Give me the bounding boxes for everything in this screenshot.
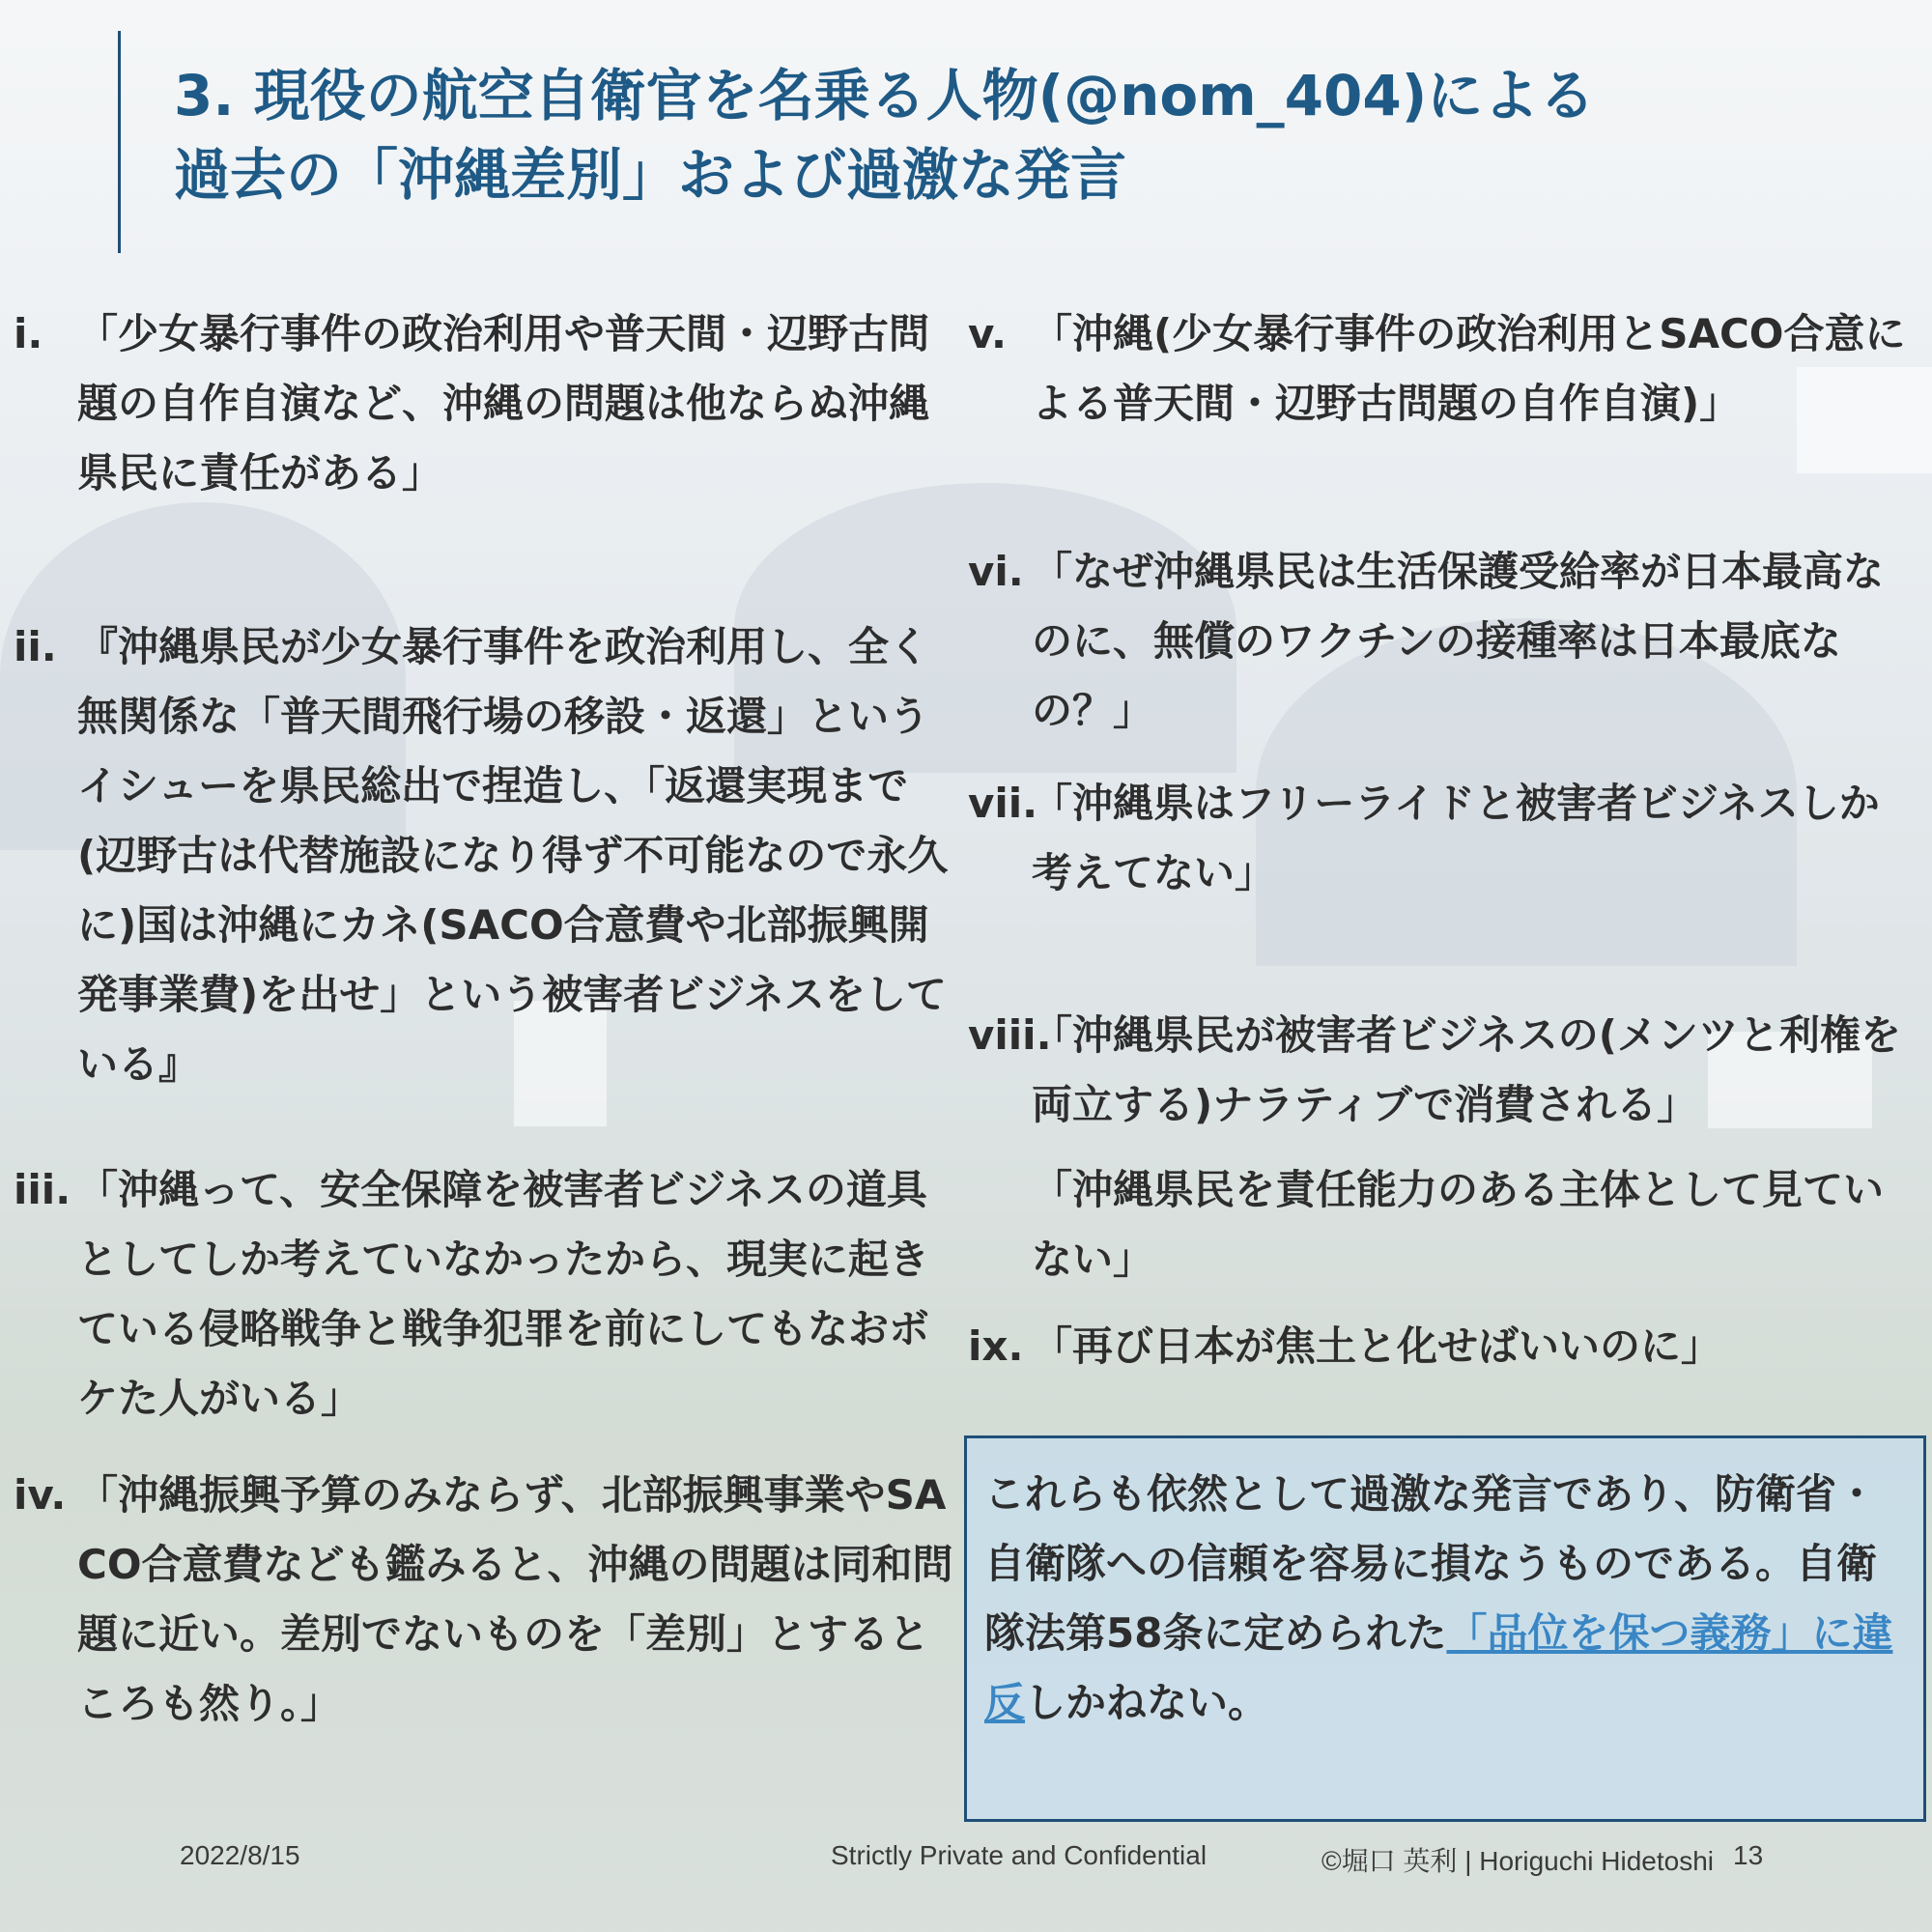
conclusion-callout [964, 1435, 1926, 1822]
statement-item-i [14, 299, 970, 522]
footer-copyright: ©堀口 英利 | Horiguchi Hidetoshi [1321, 1846, 1715, 1876]
statement-text: 「少女暴行事件の政治利用や普天間・辺野古問題の自作自演など、沖縄の問題は他ならぬ沖縄県民に責任がある」 [77, 310, 930, 497]
footer-page-number: 13 [1733, 1840, 1764, 1870]
statement-item-vii [968, 769, 1924, 923]
callout-text-before: これらも依然として過激な発言であり、防衛省・自衛隊への信頼を容易に損なうものである。自衛隊法第58条に定められた [984, 1470, 1878, 1657]
statement-number: v. [968, 310, 1007, 357]
statement-number: iii. [14, 1166, 71, 1213]
title-accent-line [118, 31, 121, 253]
statement-item-iii [14, 1155, 970, 1422]
callout-highlight-link[interactable]: 「品位を保つ義務」に違反 [984, 1609, 1893, 1726]
statement-item-iv [14, 1461, 970, 1727]
statement-item-ii [14, 612, 970, 1088]
statement-number: viii. [968, 1011, 1052, 1059]
statement-text: 「再び日本が焦土と化せばいいのに」 [1032, 1322, 1722, 1370]
statement-text: 「沖縄県民が被害者ビジネスの(メンツと利権を両立する)ナラティブで消費される」 [1032, 1011, 1901, 1128]
statement-number: iv. [14, 1471, 67, 1519]
statement-item-ix [968, 1312, 1924, 1389]
statement-number: i. [14, 310, 43, 357]
page-title-line-2: 過去の「沖縄差別」および過激な発言 [174, 142, 1127, 208]
statement-item-viii [968, 1001, 1924, 1155]
callout-text-after: しかねない。 [1025, 1679, 1269, 1726]
statement-number: ix. [968, 1322, 1024, 1370]
statement-item-v [968, 299, 1924, 454]
statement-text: 「なぜ沖縄県民は生活保護受給率が日本最高なのに、無償のワクチンの接種率は日本最底なの？」 [1032, 548, 1885, 734]
statement-number: vi. [968, 548, 1024, 595]
statement-item-viii-continued: 「沖縄県民を責任能力のある主体として見ていない」 [1032, 1166, 1885, 1283]
statement-text: 「沖縄振興予算のみならず、北部振興事業やSACO合意費なども鑑みると、沖縄の問題は同和問題に近い。差別でないものを「差別」とするところも然り。」 [77, 1471, 953, 1727]
page-title [174, 56, 1596, 214]
statement-text: 「沖縄って、安全保障を被害者ビジネスの道具としてしか考えていなかったから、現実に起きている侵略戦争と戦争犯罪を前にしてもなおボケた人がいる」 [77, 1166, 930, 1422]
statement-text: 「沖縄県はフリーライドと被害者ビジネスしか考えてない」 [1032, 780, 1880, 896]
footer-date: 2022/8/15 [180, 1840, 300, 1870]
page-title-line-1: 3. 現役の航空自衛官を名乗る人物(@nom_404)による [174, 63, 1596, 128]
statement-text: 「沖縄(少女暴行事件の政治利用とSACO合意による普天間・辺野古問題の自作自演)」 [1032, 310, 1906, 427]
statement-number: vii. [968, 780, 1038, 827]
statement-text: 『沖縄県民が少女暴行事件を政治利用し、全く無関係な「普天間飛行場の移設・返還」というイシューを県民総出で捏造し、「返還実現まで(辺野古は代替施設になり得ず不可能なので永久に)国は沖縄にカネ(SACO合意費や北部振興開発事業費)を出せ」という被害者ビジネスをしている』 [77, 623, 949, 1088]
footer-confidential: Strictly Private and Confidential [831, 1840, 1208, 1870]
statement-number: ii. [14, 623, 57, 670]
statement-item-vi [968, 537, 1924, 734]
